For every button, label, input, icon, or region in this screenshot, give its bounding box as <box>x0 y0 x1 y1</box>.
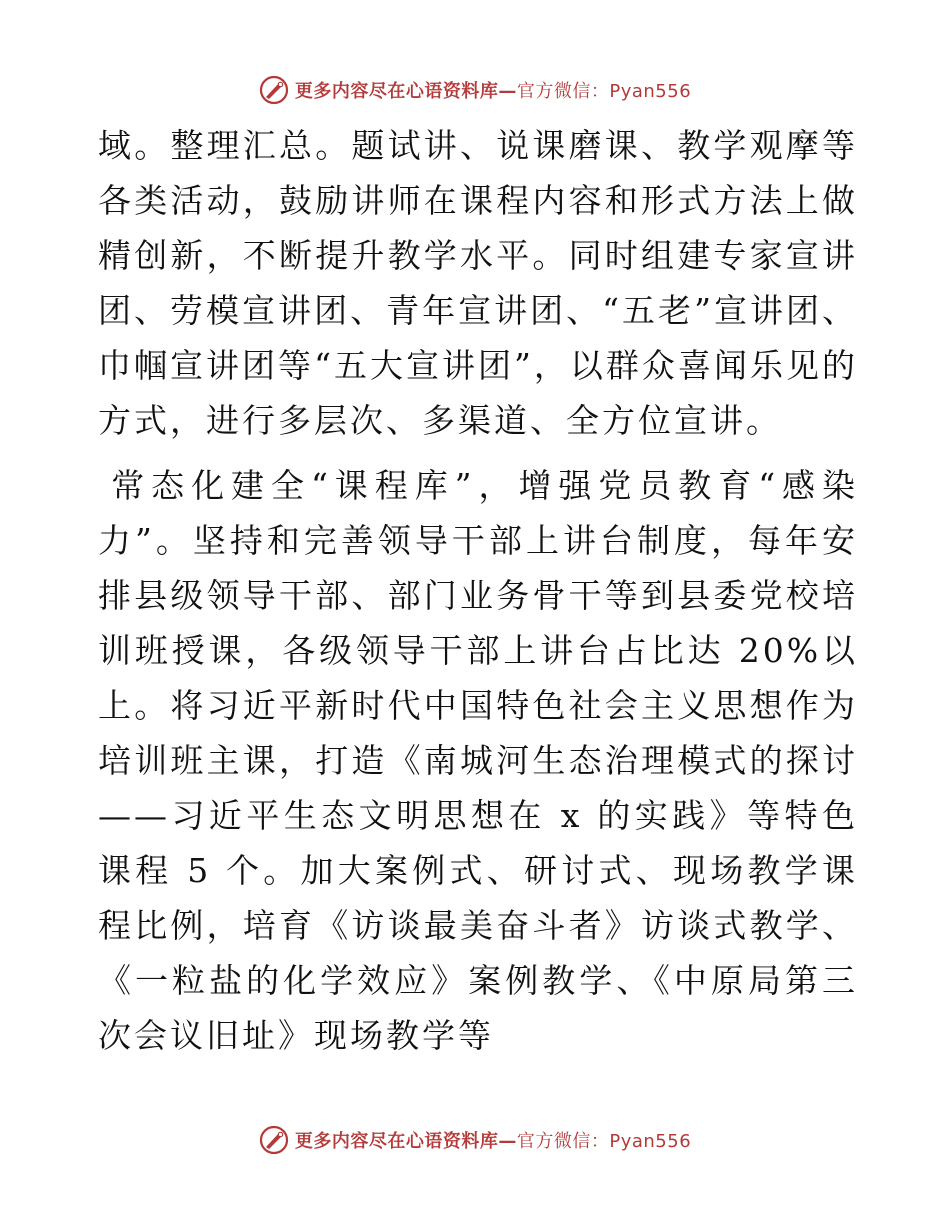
header-brand <box>259 75 691 105</box>
footer-brand-text: 更多内容尽在心语资料库 <box>294 1131 499 1152</box>
page-header <box>0 68 950 112</box>
header-brand-text: 更多内容尽在心语资料库 <box>294 81 499 102</box>
page-footer <box>0 1118 950 1162</box>
footer-wechat-label: 官方微信：Pyan556 <box>516 1131 692 1152</box>
paragraph-2: 常态化建全“课程库”，增强党员教育“感染力”。坚持和完善领导干部上讲台制度，每年安排县级领导干部、部门业务骨干等到县委党校培训班授课，各级领导干部上讲台占比达 20%以上。将习近平新时代中国特色社会主义思想作为培训班主课，打造《南城河生态治理模式的探讨——习近平生态文明思想在 x 的实践》等特色课程 5 个。加大案例式、研讨式、现场教学课程比例，培育《访谈最美奋斗者》访谈式教学、《一粒盐的化学效应》案例教学、《中原局第三次会议旧址》现场教学等 <box>98 466 858 1055</box>
header-separator: — <box>498 81 517 102</box>
header-wechat-label: 官方微信：Pyan556 <box>516 81 692 102</box>
document-body <box>98 118 858 1063</box>
paragraph-1: 域。整理汇总。题试讲、说课磨课、教学观摩等各类活动，鼓励讲师在课程内容和形式方法上做精创新，不断提升教学水平。同时组建专家宣讲团、劳模宣讲团、青年宣讲团、“五老”宣讲团、巾帼宣讲团等“五大宣讲团”，以群众喜闻乐见的方式，进行多层次、多渠道、全方位宣讲。 <box>98 126 858 440</box>
footer-separator: — <box>498 1131 517 1152</box>
brand-logo-icon <box>259 1125 289 1155</box>
footer-brand <box>259 1125 691 1155</box>
brand-logo-icon <box>259 75 289 105</box>
